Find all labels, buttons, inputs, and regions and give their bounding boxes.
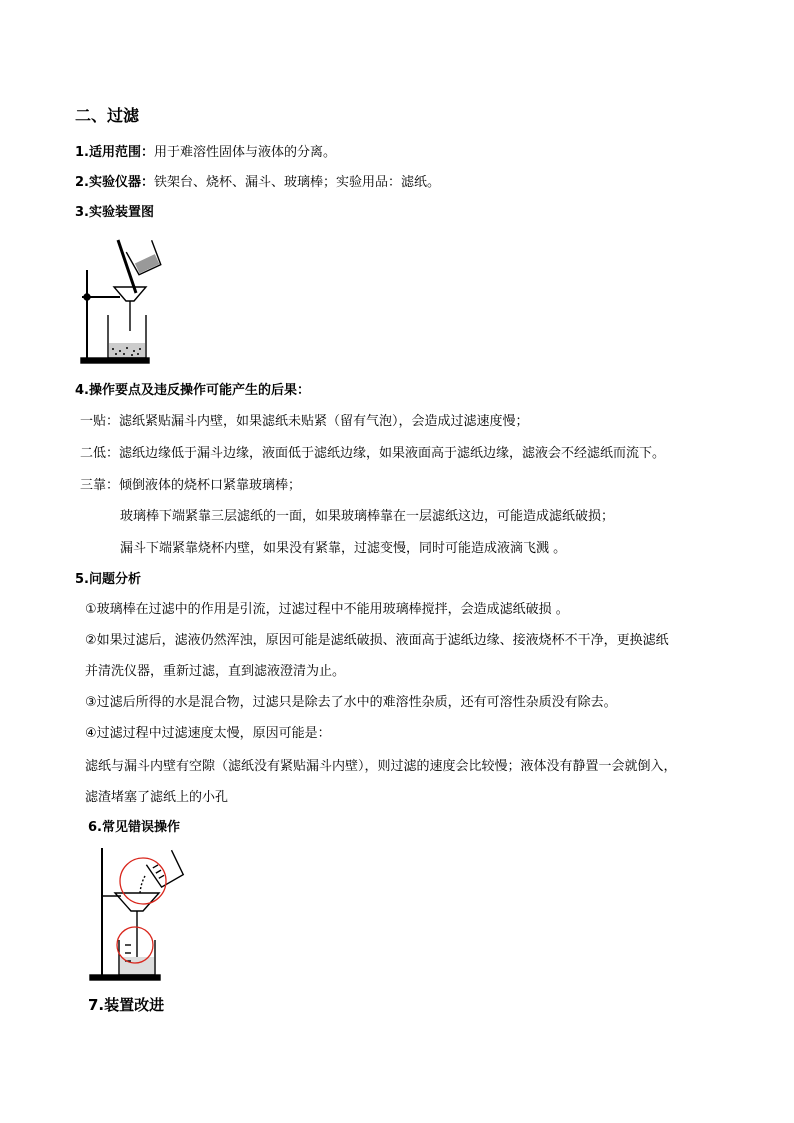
- item-5-line-6: 滤纸与漏斗内壁有空隙（滤纸没有紧贴漏斗内壁），则过滤的速度会比较慢；液体没有静置一会就倒入，: [85, 759, 677, 774]
- item-2-label: 2.实验仪器：: [75, 175, 154, 190]
- item-5-line-7: 滤渣堵塞了滤纸上的小孔: [85, 790, 229, 805]
- item-5-line-5: ④过滤过程中过滤速度太慢，原因可能是：: [85, 726, 331, 741]
- item-3-label: 3.实验装置图: [75, 205, 154, 220]
- item-4-line-4: 玻璃棒下端紧靠三层滤纸的一面，如果玻璃棒靠在一层滤纸这边，可能造成滤纸破损；: [120, 509, 615, 524]
- item-1: [75, 144, 336, 162]
- item-2-text: 铁架台、烧杯、漏斗、玻璃棒；实验用品：滤纸。: [153, 175, 440, 190]
- item-1-text: 用于难溶性固体与液体的分离。: [153, 145, 336, 160]
- section-title: 二、过滤: [75, 106, 140, 125]
- item-5-line-3: 并清洗仪器，重新过滤，直到滤液澄清为止。: [85, 664, 346, 679]
- wrong-operation-figure: [85, 845, 195, 985]
- filtration-apparatus-figure: [78, 235, 178, 370]
- item-4-line-2: 二低：滤纸边缘低于漏斗边缘，液面低于滤纸边缘，如果液面高于滤纸边缘，滤液会不经滤纸而流下。: [80, 446, 666, 461]
- item-6-label: 6.常见错误操作: [88, 820, 180, 835]
- item-4-line-1: 一贴：滤纸紧贴漏斗内壁，如果滤纸未贴紧（留有气泡），会造成过滤速度慢；: [80, 414, 529, 429]
- item-5-label: 5.问题分析: [75, 572, 141, 587]
- item-5-line-4: ③过滤后所得的水是混合物，过滤只是除去了水中的难溶性杂质，还有可溶性杂质没有除去。: [85, 695, 617, 710]
- item-2: [75, 174, 440, 192]
- item-7-label: 7.装置改进: [88, 996, 165, 1014]
- item-4-label: 4.操作要点及违反操作可能产生的后果：: [75, 383, 310, 398]
- item-1-label: 1.适用范围：: [75, 145, 154, 160]
- item-5-line-2: ②如果过滤后，滤液仍然浑浊，原因可能是滤纸破损、液面高于滤纸边缘、接液烧杯不干净，更换滤纸: [85, 633, 669, 648]
- item-5-line-1: ①玻璃棒在过滤中的作用是引流，过滤过程中不能用玻璃棒搅拌，会造成滤纸破损 。: [85, 602, 569, 617]
- item-4-line-3: 三靠：倾倒液体的烧杯口紧靠玻璃棒；: [80, 478, 302, 493]
- item-4-line-5: 漏斗下端紧靠烧杯内壁，如果没有紧靠，过滤变慢，同时可能造成液滴飞溅 。: [120, 541, 567, 556]
